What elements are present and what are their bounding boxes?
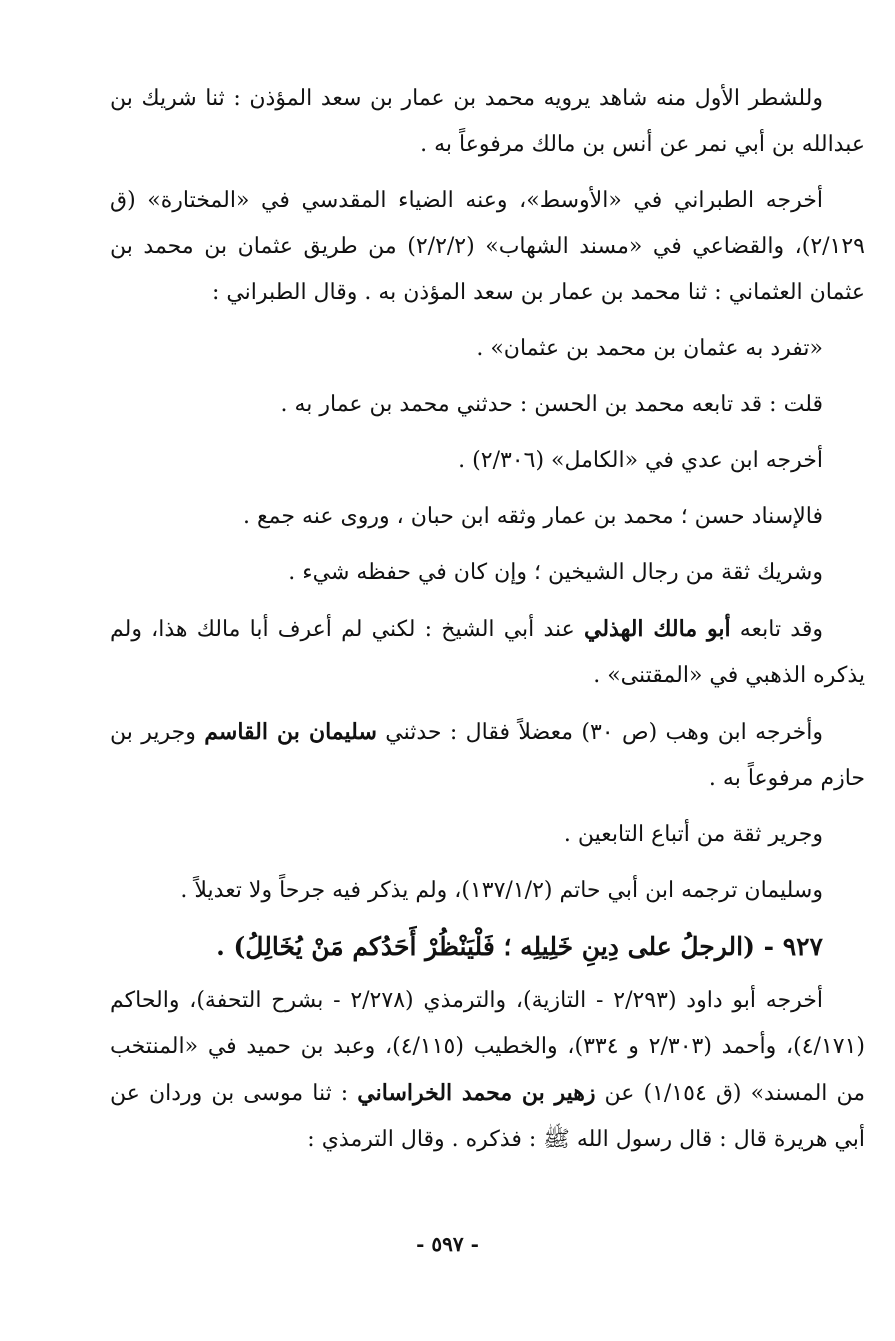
- paragraph-tabarani-quote: «تفرد به عثمان بن محمد بن عثمان» .: [476, 336, 823, 361]
- paragraph-ibn-adi: أخرجه ابن عدي في «الكامل» (٢/٣٠٦) .: [458, 448, 823, 473]
- narrator-name-bold: زهير بن محمد الخراساني: [357, 1080, 596, 1106]
- paragraph-sharik: وشريك ثقة من رجال الشيخين ؛ وإن كان في حفظه شيء .: [288, 560, 823, 585]
- paragraph-takhrij-abu-dawud: أخرجه أبو داود (٢/٢٩٣ - التازية)، والترمذي (٢/٢٧٨ - بشرح التحفة)، والحاكم (٤/١٧١)، وأحمد (٢/٣٠٣ و ٣٣٤)، والخطيب (٤/١١٥)، وعبد بن حميد في «المنتخب من المسند» (ق ١/١٥٤) عن زهير بن محمد الخراساني : ثنا موسى بن وردان عن أبي هريرة قال : قال رسول الله ﷺ : فذكره . وقال الترمذي :: [110, 988, 865, 1152]
- paragraph-ibn-wahb: وأخرجه ابن وهب (ص ٣٠) معضلاً فقال : حدثني سليمان بن القاسم وجرير بن حازم مرفوعاً به .: [110, 719, 865, 791]
- page-number: - ٥٩٧ -: [416, 1232, 479, 1256]
- paragraph-takhrij-tabarani: أخرجه الطبراني في «الأوسط»، وعنه الضياء المقدسي في «المختارة» (ق ٢/١٢٩)، والقضاعي في «مسند الشهاب» (٢/٢/٢) من طريق عثمان بن محمد بن عثمان العثماني : ثنا محمد بن عمار بن سعد المؤذن به . وقال الطبراني :: [110, 188, 865, 305]
- paragraph-abu-malik: وقد تابعه أبو مالك الهذلي عند أبي الشيخ : لكني لم أعرف أبا مالك هذا، ولم يذكره الذهبي في «المقتنى» .: [110, 616, 865, 688]
- narrator-name-bold: أبو مالك الهذلي: [583, 616, 731, 642]
- paragraph-jarir: وجرير ثقة من أتباع التابعين .: [563, 822, 823, 847]
- page-body: [110, 76, 865, 1173]
- narrator-name-bold: سليمان بن القاسم: [204, 719, 377, 745]
- paragraph-sulayman: وسليمان ترجمه ابن أبي حاتم (١٣٧/١/٢)، ولم يذكر فيه جرحاً ولا تعديلاً .: [180, 878, 823, 903]
- hadith-title: ٩٢٧ - (الرجلُ على دِينِ خَلِيلِه ؛ فَلْيَنْظُرْ أَحَدُكم مَنْ يُخَالِلُ) .: [216, 932, 823, 961]
- paragraph-mutabaa: قلت : قد تابعه محمد بن الحسن : حدثني محمد بن عمار به .: [280, 392, 823, 417]
- paragraph-shahid: وللشطر الأول منه شاهد يرويه محمد بن عمار بن سعد المؤذن : ثنا شريك بن عبدالله بن أبي نمر عن أنس بن مالك مرفوعاً به .: [110, 86, 865, 157]
- paragraph-isnad-hasan: فالإسناد حسن ؛ محمد بن عمار وثقه ابن حبان ، وروى عنه جمع .: [242, 504, 823, 529]
